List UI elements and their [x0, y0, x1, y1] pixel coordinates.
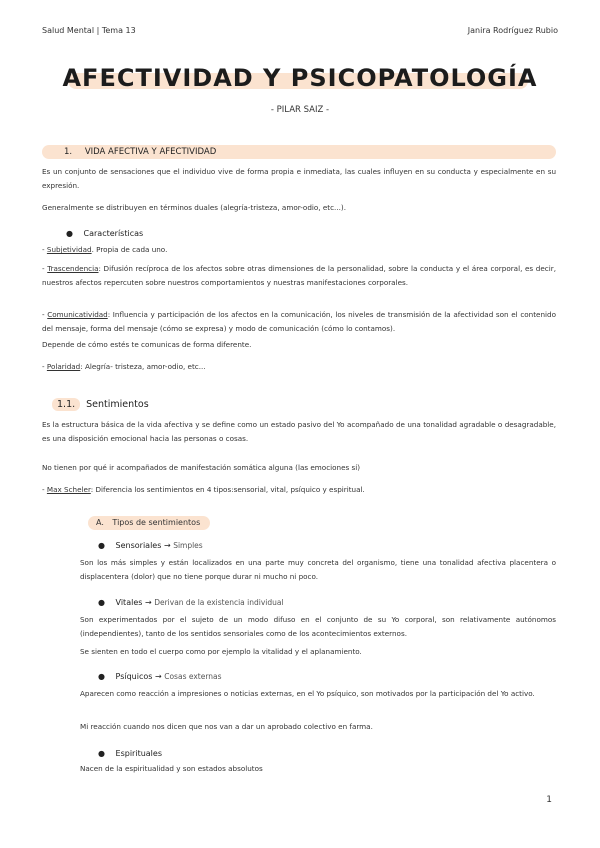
- caract-item: [42, 243, 556, 257]
- tipo-note: Derivan de la existencia individual: [154, 598, 284, 607]
- item-term: Subjetividad: [46, 245, 92, 254]
- caracteristicas-heading: [66, 229, 143, 238]
- bullet-icon: ●: [66, 229, 73, 238]
- subsection-number: 1.1.: [52, 398, 80, 411]
- item-text: : Alegría- tristeza, amor-odio, etc...: [80, 362, 206, 371]
- tipos-heading: [96, 518, 200, 527]
- tipos-letter: A.: [96, 518, 104, 527]
- caract-item: [42, 360, 556, 374]
- tipo-text: Nacen de la espiritualidad y son estados absolutos: [80, 764, 263, 773]
- caracteristicas-title: Características: [83, 229, 144, 238]
- bullet-icon: ●: [98, 749, 105, 758]
- section-heading: [64, 147, 216, 157]
- intro-paragraph-1: Es un conjunto de sensaciones que el individuo vive de forma propia e inmediata, las cuales influyen en su conducta y especialmente en su expresión.: [42, 167, 556, 190]
- tipo-text: Se sienten en todo el cuerpo como por ejemplo la vitalidad y el aplanamiento.: [80, 647, 362, 656]
- item-term: Comunicatividad: [47, 310, 108, 319]
- tipo-name: Vitales: [115, 598, 143, 607]
- page-subtitle: - PILAR SAIZ -: [270, 105, 330, 115]
- tipo-heading: [98, 598, 284, 607]
- item-term: Trascendencia: [47, 264, 99, 273]
- item-prefix: -: [42, 245, 47, 254]
- tipo-text: Mi reacción cuando nos dicen que nos van a dar un aprobado colectivo en farma.: [80, 722, 373, 731]
- tipo-text: Son experimentados por el sujeto de un modo difuso en el conjunto de su Yo corporal, son relativamente autónomos (independientes), tanto de los sentidos sensoriales como de los acontecimientos externos.: [80, 615, 556, 638]
- bullet-icon: ●: [98, 541, 105, 550]
- subsection-heading: [52, 398, 149, 411]
- item-prefix: -: [42, 264, 48, 273]
- tipo-name: Psíquicos: [115, 672, 153, 681]
- tipo-heading: [98, 749, 162, 758]
- arrow-icon: →: [144, 598, 152, 607]
- scheler-text: : Diferencia los sentimientos en 4 tipos:sensorial, vital, psíquico y espiritual.: [90, 485, 365, 494]
- item-text: : Influencia y participación de los afectos en la comunicación, los niveles de transmisión de la afectividad son el contenido del mensaje, forma del mensaje (cómo se expresa) y modo de comunicación (cómo lo contamos).: [42, 310, 556, 333]
- header-right: Janira Rodríguez Rubio: [467, 26, 558, 35]
- header-left: Salud Mental | Tema 13: [42, 26, 136, 35]
- sentimientos-paragraph-2: No tienen por qué ir acompañados de manifestación somática alguna (las emociones sí): [42, 463, 361, 472]
- caract-item: [42, 262, 556, 289]
- tipo-heading: [98, 541, 203, 550]
- section-number: 1.: [64, 147, 73, 157]
- bullet-icon: ●: [98, 598, 105, 607]
- bullet-icon: ●: [98, 672, 105, 681]
- arrow-icon: →: [163, 541, 171, 550]
- tipo-text: Aparecen como reacción a impresiones o noticias externas, en el Yo psíquico, son motivados por la participación del Yo activo.: [80, 689, 535, 698]
- tipo-text: Son los más simples y están localizados en una parte muy concreta del organismo, tiene una tonalidad afectiva placentera o displacentera (dolor) que no tiene porque durar ni mucho ni poco.: [80, 558, 556, 581]
- tipo-name: Espirituales: [115, 749, 162, 758]
- tipo-heading: [98, 672, 222, 681]
- intro-paragraph-2: Generalmente se distribuyen en términos duales (alegría-tristeza, amor-odio, etc...).: [42, 203, 346, 212]
- item-text: . Propia de cada uno.: [91, 245, 168, 254]
- tipo-note: Simples: [173, 541, 203, 550]
- section-title: VIDA AFECTIVA Y AFECTIVIDAD: [84, 147, 217, 157]
- tipo-name: Sensoriales: [115, 541, 162, 550]
- tipos-title: Tipos de sentimientos: [112, 518, 201, 527]
- page-title: AFECTIVIDAD Y PSICOPATOLOGÍA: [62, 64, 538, 92]
- tipo-note: Cosas externas: [164, 672, 222, 681]
- caract-item: [42, 308, 556, 335]
- item-prefix: -: [42, 310, 48, 319]
- item-text: : Difusión recíproca de los afectos sobre otras dimensiones de la personalidad, sobre la conducta y el área corporal, es decir, nuestros afectos repercuten sobre nuestros comportamientos y nuestras manifestaciones corporales.: [42, 264, 556, 287]
- sentimientos-paragraph-1: Es la estructura básica de la vida afectiva y se define como un estado pasivo del Yo acompañado de una tonalidad agradable o desagradable, es una disposición emocional hacia las personas o cosas.: [42, 420, 556, 443]
- item-term: Polaridad: [46, 362, 81, 371]
- arrow-icon: →: [154, 672, 162, 681]
- subsection-title: Sentimientos: [86, 399, 149, 410]
- caract-extra: Depende de cómo estés te comunicas de forma diferente.: [42, 340, 252, 349]
- scheler-term: Max Scheler: [46, 485, 91, 494]
- scheler-line: - Max Scheler: Diferencia los sentimientos en 4 tipos:sensorial, vital, psíquico y espiritual.: [42, 485, 365, 494]
- page-number: 1: [546, 795, 552, 805]
- item-prefix: -: [42, 362, 47, 371]
